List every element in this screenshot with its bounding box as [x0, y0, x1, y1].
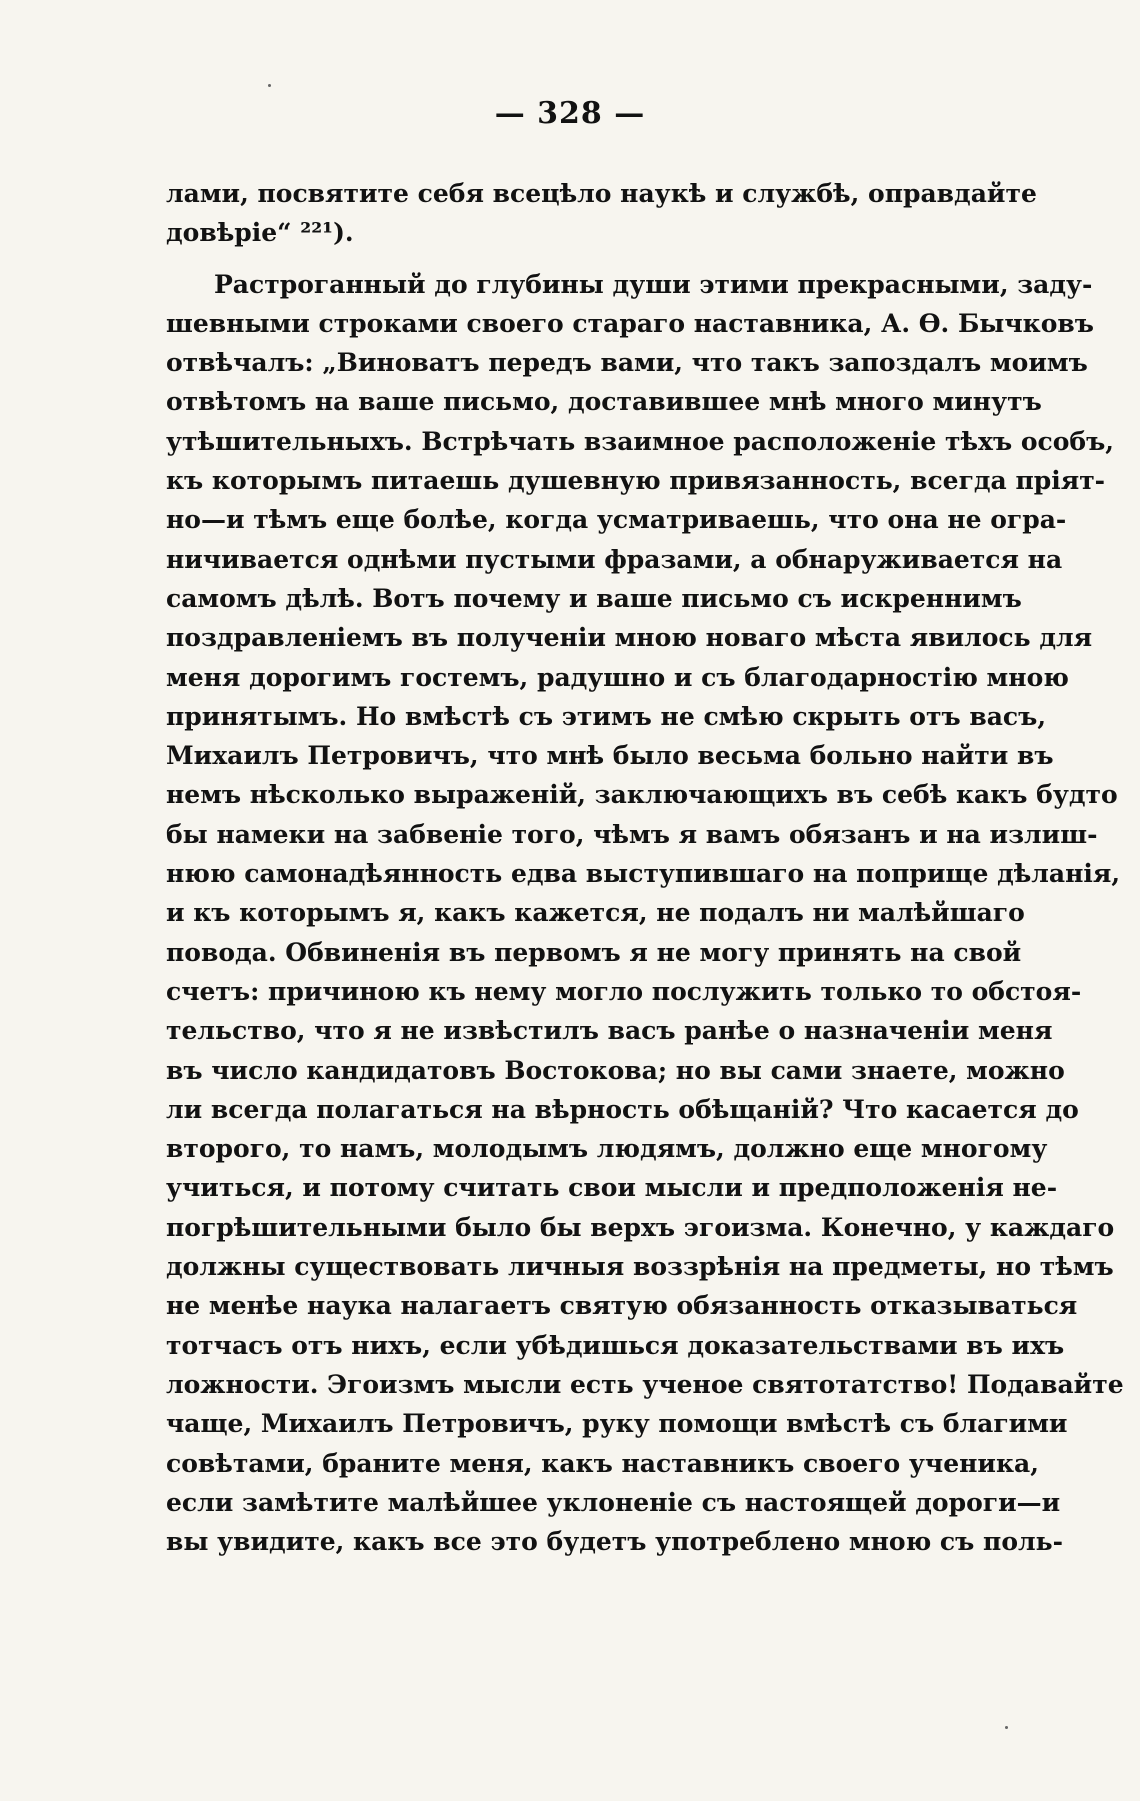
text-line: совѣтами, браните меня, какъ наставникъ своего ученика, — [166, 1448, 1039, 1478]
text-line: самомъ дѣлѣ. Вотъ почему и ваше письмо съ искреннимъ — [166, 583, 1022, 613]
text-line: ложности. Эгоизмъ мысли есть ученое святотатство! Подавайте — [166, 1369, 1124, 1399]
text-line: бы намеки на забвеніе того, чѣмъ я вамъ обязанъ и на излиш- — [166, 819, 1098, 849]
print-speck — [1005, 1726, 1008, 1729]
text-line: повода. Обвиненія въ первомъ я не могу принять на свой — [166, 937, 1022, 967]
text-line: тотчасъ отъ нихъ, если убѣдишься доказательствами въ ихъ — [166, 1330, 1065, 1360]
print-speck — [268, 84, 271, 87]
text-line: чаще, Михаилъ Петровичъ, руку помощи вмѣстѣ съ благими — [166, 1409, 1068, 1439]
text-line: Растроганный до глубины души этими прекрасными, заду- — [214, 269, 1093, 299]
text-line: отвѣтомъ на ваше письмо, доставившее мнѣ много минутъ — [166, 387, 1042, 417]
text-line: второго, то намъ, молодымъ людямъ, должно еще многому — [166, 1134, 1048, 1164]
text-line: счетъ: причиною къ нему могло послужить только то обстоя- — [166, 976, 1082, 1006]
text-line: и къ которымъ я, какъ кажется, не подалъ ни малѣйшаго — [166, 898, 1025, 928]
text-line: учиться, и потому считать свои мысли и предположенія не- — [166, 1173, 1058, 1203]
text-line: немъ нѣсколько выраженій, заключающихъ въ себѣ какъ будто — [166, 780, 1118, 810]
text-line: утѣшительныхъ. Встрѣчать взаимное расположеніе тѣхъ особъ, — [166, 426, 1114, 456]
text-line: вы увидите, какъ все это будетъ употреблено мною съ поль- — [166, 1527, 1063, 1557]
text-line: шевными строками своего стараго наставника, А. Ѳ. Бычковъ — [166, 308, 1094, 338]
text-line: нюю самонадѣянность едва выступившаго на поприще дѣланія, — [166, 859, 1121, 889]
text-line: но—и тѣмъ еще болѣе, когда усматриваешь, что она не огра- — [166, 505, 1067, 535]
page-number: — 328 — — [494, 96, 646, 131]
text-line: погрѣшительными было бы верхъ эгоизма. Конечно, у каждаго — [166, 1212, 1115, 1242]
text-line: довѣріе“ ²²¹). — [166, 218, 354, 248]
text-line: ли всегда полагаться на вѣрность обѣщаній? Что касается до — [166, 1094, 1079, 1124]
text-line: поздравленіемъ въ полученіи мною новаго мѣста явилось для — [166, 623, 1093, 653]
text-line: лами, посвятите себя всецѣло наукѣ и службѣ, оправдайте — [166, 179, 1037, 208]
page-text — [166, 174, 1124, 1561]
text-line: въ число кандидатовъ Востокова; но вы сами знаете, можно — [166, 1055, 1065, 1085]
text-line: не менѣе наука налагаетъ святую обязанность отказываться — [166, 1291, 1078, 1321]
text-line: тельство, что я не извѣстилъ васъ ранѣе о назначеніи меня — [166, 1016, 1053, 1046]
text-line: ничивается однѣми пустыми фразами, а обнаруживается на — [166, 544, 1063, 574]
text-line: меня дорогимъ гостемъ, радушно и съ благодарностію мною — [166, 662, 1069, 692]
text-line: къ которымъ питаешь душевную привязанность, всегда пріят- — [166, 466, 1106, 496]
text-line: отвѣчалъ: „Виноватъ передъ вами, что такъ запоздалъ моимъ — [166, 348, 1088, 378]
text-line: Михаилъ Петровичъ, что мнѣ было весьма больно найти въ — [166, 741, 1054, 771]
text-line: если замѣтите малѣйшее уклоненіе съ настоящей дороги—и — [166, 1487, 1061, 1517]
text-line: принятымъ. Но вмѣстѣ съ этимъ не смѣю скрыть отъ васъ, — [166, 701, 1047, 731]
text-line: должны существовать личныя воззрѣнія на предметы, но тѣмъ — [166, 1252, 1114, 1282]
